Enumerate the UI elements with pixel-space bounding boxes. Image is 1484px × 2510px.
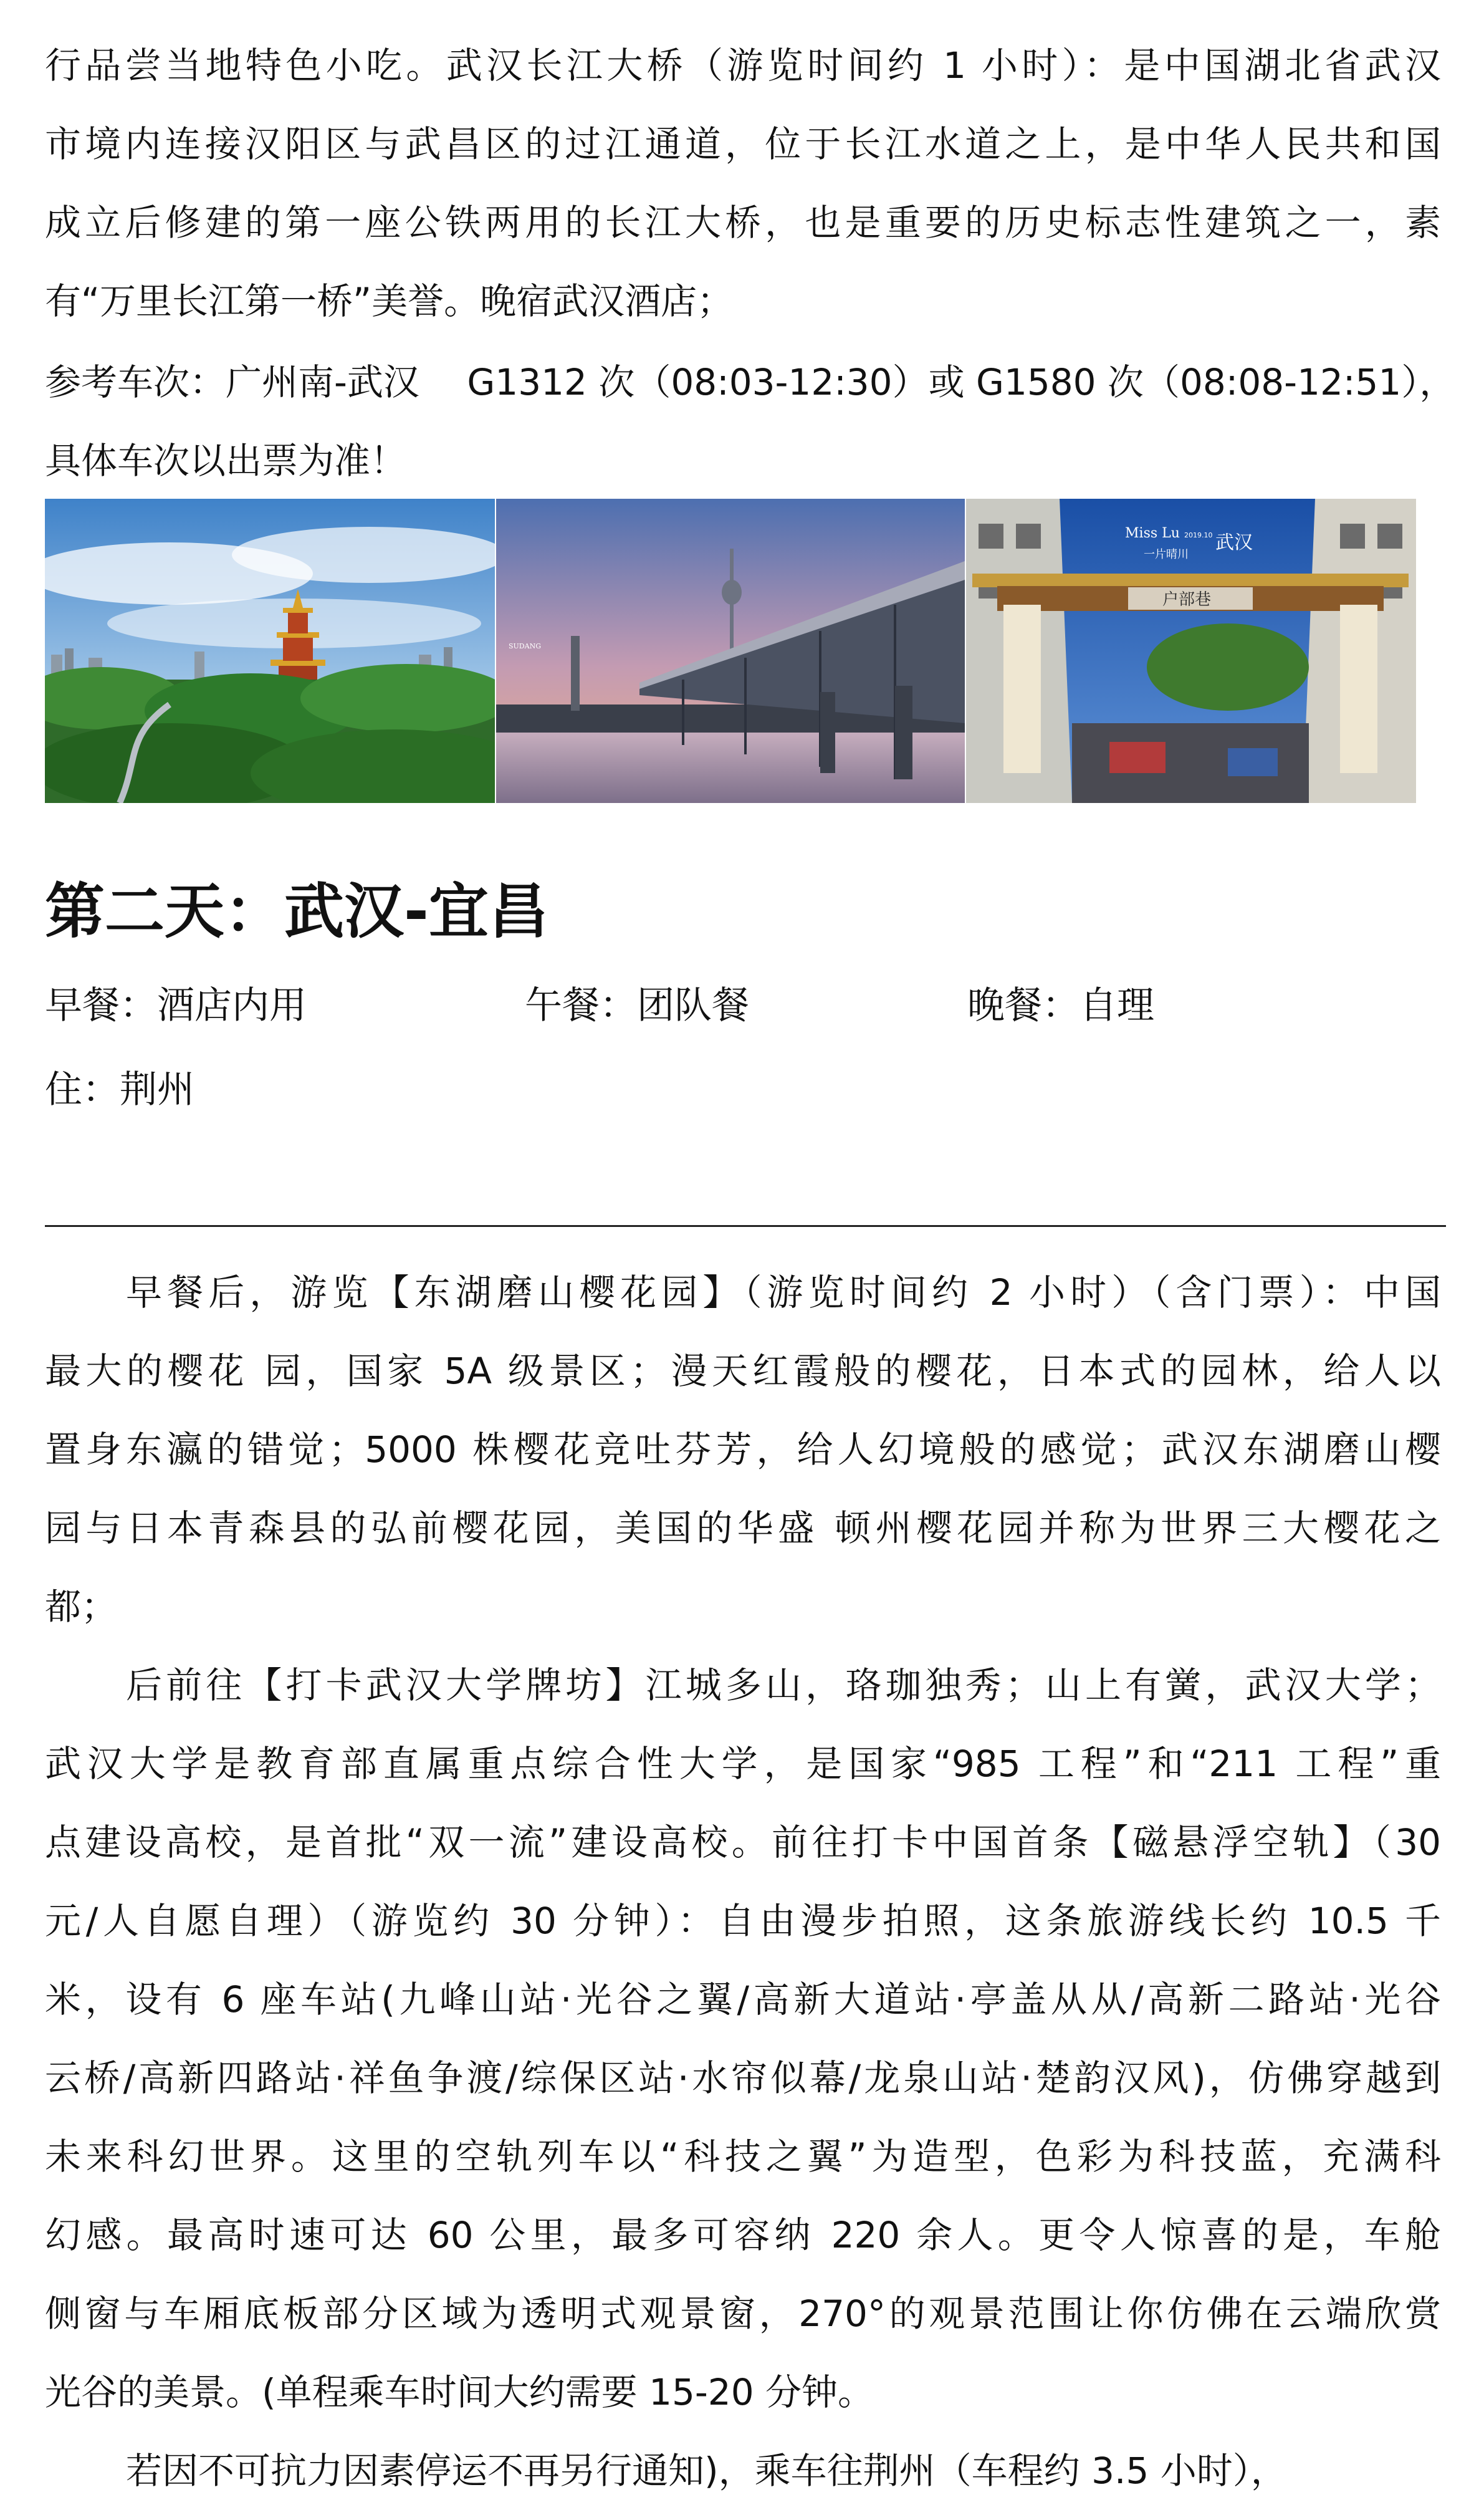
intro-paragraph — [45, 26, 1441, 340]
text-line: 侧窗与车厢底板部分区域为透明式观景窗，270°的观景范围让你仿佛在云端欣赏 — [45, 2292, 1441, 2335]
photo-overlay-city: 武汉 — [1215, 532, 1253, 554]
day2-itinerary — [45, 1253, 1441, 2510]
text-line: 元/人自愿自理）（游览约 30 分钟）：自由漫步拍照，这条旅游线长约 10.5 千 — [45, 1900, 1441, 1942]
text-line: 有“万里长江第一桥”美誉。晚宿武汉酒店； — [45, 280, 734, 322]
text-line: 行品尝当地特色小吃。武汉长江大桥（游览时间约 1 小时）：是中国湖北省武汉 — [45, 44, 1441, 87]
text-line: 市境内连接汉阳区与武昌区的过江通道，位于长江水道之上，是中华人民共和国 — [45, 123, 1441, 165]
yangtze-bridge-photo — [496, 499, 965, 803]
text-line: 具体车次以出票为准！ — [45, 440, 407, 482]
text-line: 武汉大学是教育部直属重点综合性大学，是国家“985 工程”和“211 工程”重 — [45, 1743, 1441, 1785]
watermark-text: SUDANG — [509, 642, 541, 650]
text-line: 若因不可抗力因素停运不再另行通知)，乘车往荆州（车程约 3.5 小时）， — [126, 2450, 1287, 2492]
text-line: 后前往【打卡武汉大学牌坊】江城多山，珞珈独秀；山上有黉，武汉大学； — [126, 1664, 1441, 1706]
photo-overlay-title: Miss Lu — [1125, 526, 1180, 541]
text-line: 未来科幻世界。这里的空轨列车以“科技之翼”为造型，色彩为科技蓝，充满科 — [45, 2135, 1441, 2178]
text-line: 参考车次：广州南-武汉 G1312 次（08:03-12:30）或 G1580 次（08:08-12:51）， — [45, 361, 1456, 403]
text-line: 点建设高校，是首批“双一流”建设高校。前往打卡中国首条【磁悬浮空轨】（30 — [45, 1821, 1441, 1863]
text-line: 光谷的美景。(单程乘车时间大约需要 15-20 分钟。 — [45, 2371, 874, 2413]
text-line: 园与日本青森县的弘前樱花园，美国的华盛 顿州樱花园并称为世界三大樱花之 — [45, 1507, 1441, 1549]
yellow-crane-tower-photo — [45, 499, 495, 803]
lunch-info: 午餐：团队餐 — [525, 984, 749, 1027]
text-line: 早餐后，游览【东湖磨山樱花园】（游览时间约 2 小时）（含门票）：中国 — [126, 1271, 1441, 1314]
photo-strip — [45, 499, 1416, 803]
text-line: 幻感。最高时速可达 60 公里，最多可容纳 220 余人。更令人惊喜的是，车舱 — [45, 2214, 1441, 2256]
train-info — [45, 343, 1456, 500]
photo-overlay-subtitle: 一片晴川 — [1144, 548, 1189, 561]
gate-sign: 户部巷 — [1162, 590, 1212, 609]
text-line: 都； — [45, 1585, 118, 1628]
text-line: 最大的樱花 园，国家 5A 级景区；漫天红霞般的樱花，日本式的园林，给人以 — [45, 1350, 1441, 1392]
divider — [45, 1225, 1446, 1227]
text-line: 米，设有 6 座车站(九峰山站·光谷之翼/高新大道站·亭盖从从/高新二路站·光谷 — [45, 1978, 1441, 2021]
stay-info: 住：荆州 — [45, 1068, 194, 1112]
breakfast-info: 早餐：酒店内用 — [45, 984, 307, 1027]
day-title: 第二天：武汉-宜昌 — [45, 877, 548, 946]
dinner-info: 晚餐：自理 — [967, 984, 1154, 1027]
text-line: 云桥/高新四路站·祥鱼争渡/综保区站·水帘似幕/龙泉山站·楚韵汉风)，仿佛穿越到 — [45, 2057, 1441, 2099]
text-line: 成立后修建的第一座公铁两用的长江大桥，也是重要的历史标志性建筑之一，素 — [45, 201, 1441, 244]
meals-row — [45, 976, 1441, 1044]
text-line: 置身东瀛的错觉；5000 株樱花竞吐芬芳，给人幻境般的感觉；武汉东湖磨山樱 — [45, 1428, 1441, 1471]
hubu-alley-photo — [966, 499, 1416, 803]
photo-overlay-date: 2019.10 — [1184, 531, 1213, 539]
